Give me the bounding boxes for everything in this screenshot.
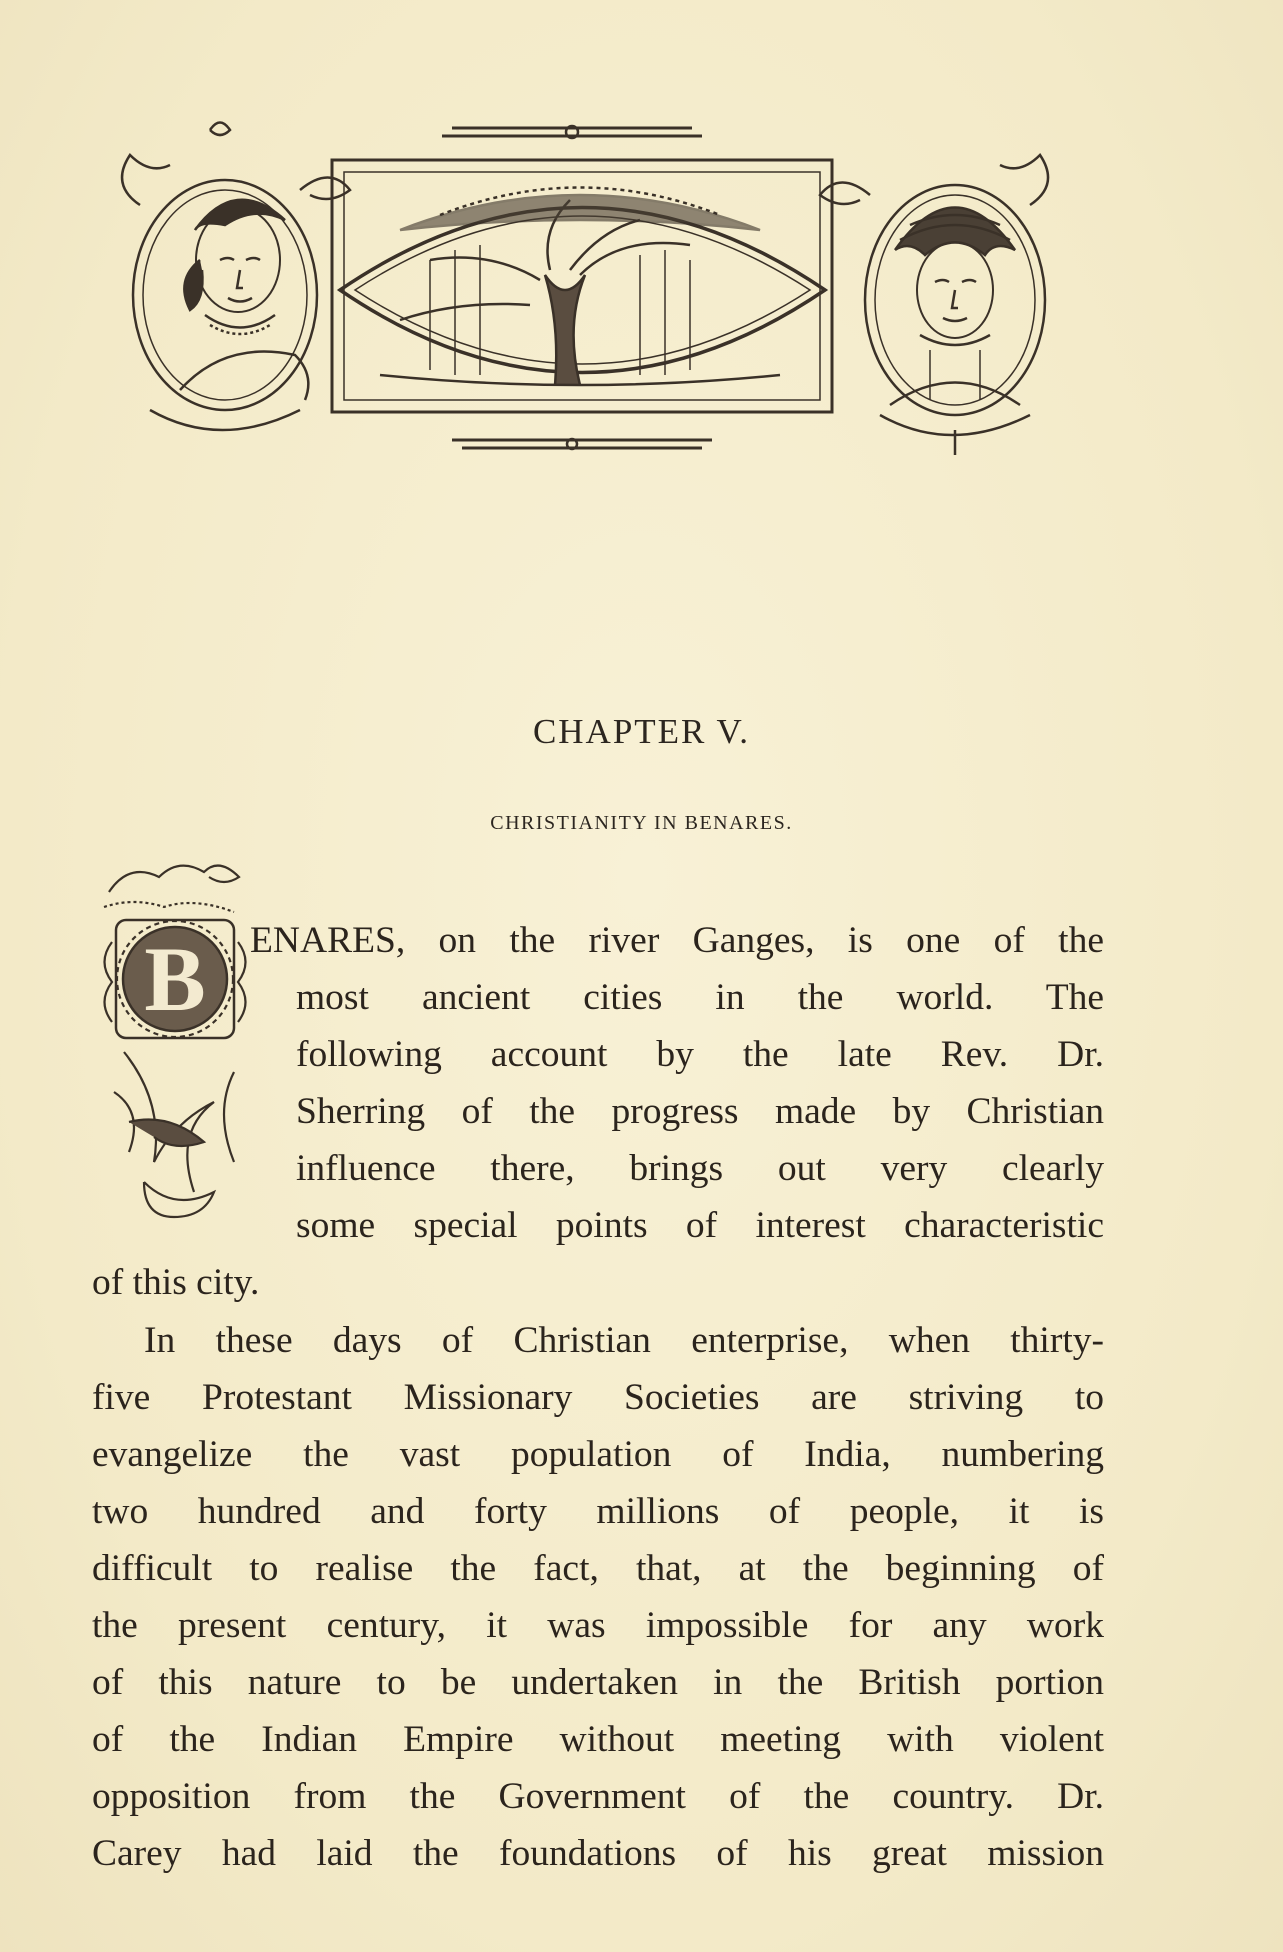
paragraph-2 xyxy=(92,1312,1104,1882)
text-line: most ancient cities in the world. The xyxy=(296,977,1104,1018)
text-line: of this city. xyxy=(92,1262,260,1303)
text-line: two hundred and forty millions of people, it is xyxy=(92,1491,1104,1532)
paragraph-1 xyxy=(92,912,1104,1311)
text-line: Sherring of the progress made by Christian xyxy=(296,1091,1104,1132)
chapter-subtitle: CHRISTIANITY IN BENARES. xyxy=(490,812,793,834)
chapter-heading: CHAPTER V. xyxy=(532,712,751,751)
woman-portrait-medallion xyxy=(122,123,350,431)
text-line: difficult to realise the fact, that, at the beginning of xyxy=(92,1548,1104,1589)
text-line: influence there, brings out very clearly xyxy=(296,1148,1104,1189)
text-line: evangelize the vast population of India, numbering xyxy=(92,1434,1104,1475)
text-line: of the Indian Empire without meeting with violent xyxy=(92,1719,1104,1760)
text-line: Carey had laid the foundations of his great mission xyxy=(92,1833,1104,1874)
text-line: five Protestant Missionary Societies are striving to xyxy=(92,1377,1104,1418)
text-line: of this nature to be undertaken in the British portion xyxy=(92,1662,1104,1703)
text-line: opposition from the Government of the country. Dr. xyxy=(92,1776,1104,1817)
man-portrait-medallion xyxy=(820,155,1048,455)
header-vignette-illustration xyxy=(100,110,1100,460)
text-line: ENARES, on the river Ganges, is one of the xyxy=(250,920,1104,961)
text-line: following account by the late Rev. Dr. xyxy=(296,1034,1104,1075)
banyan-tree-panel xyxy=(332,126,832,449)
text-line: In these days of Christian enterprise, when thirty- xyxy=(144,1320,1104,1361)
text-line: the present century, it was impossible for any work xyxy=(92,1605,1104,1646)
dropcap-letter: B xyxy=(144,928,206,1030)
text-line: some special points of interest characteristic xyxy=(296,1205,1104,1246)
